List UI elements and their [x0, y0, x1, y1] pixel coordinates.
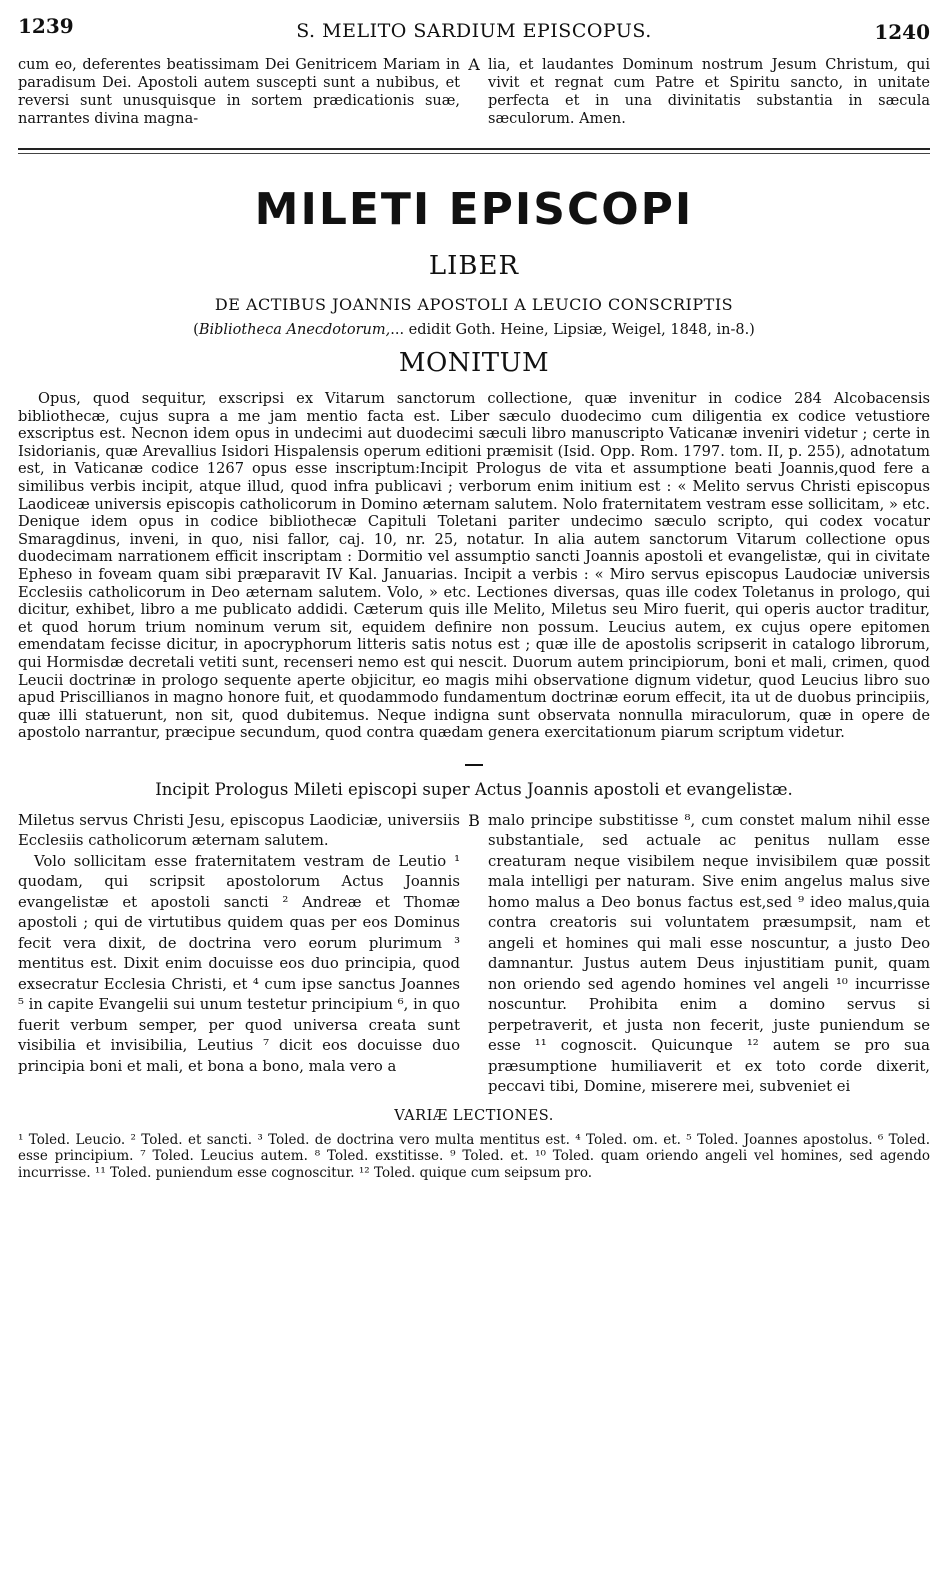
main-title: MILETI EPISCOPI: [254, 184, 694, 235]
running-title: S. MELITO SARDIUM EPISCOPUS.: [296, 20, 652, 42]
section-dash: [465, 764, 483, 766]
variae-heading: VARIÆ LECTIONES.: [394, 1107, 554, 1124]
body-columns: [18, 811, 930, 1098]
bib-open: (: [193, 322, 199, 338]
monitum-paragraph: Opus, quod sequitur, exscripsi ex Vitarum sanctorum collectione, quæ invenitur in codice 284 Alcobacensis bibliothecæ, cujus supra a me jam mentio facta est. Liber sæculo duodecimo cum diligentia ex codice vetustiore exscriptus est. Necnon idem opus in undecimi aut duodecimi sæculi libro manuscripto Vaticanæ inveniri videtur ; certe in Isidorianis, quæ Arevallius Isidori Hispalensis operum editioni præmisit (Isid. Opp. Rom. 1797. tom. II, p. 255), adnotatum est, in Vaticanæ codice 1267 opus esse inscriptum:Incipit Prologus de vita et assumptione beati Joannis,quod fere a similibus verbis incipit, atque illud, quod infra publicavi ; verborum enim initium est : « Melito servus Christi episcopus Laodiceæ universis episcopis catholicorum in Domino æternam salutem. Nolo fraternitatem vestram esse sollicitam, » etc. Denique idem opus in codice bibliothecæ Capituli Toletani pariter undecimo sæculo scripto, qui codex vocatur Smaragdinus, inveni, in quo, nisi fallor, caj. 10, nr. 25, notatur. In alia autem sanctorum Vitarum collectione opus duodecimam narrationem efficit inscriptam : Dormitio vel assumptio sancti Joannis apostoli et evangelistæ, qui in civitate Epheso in foveam quam sibi præparavit IV Kal. Januarias. Incipit a verbis : « Miro servus episcopus Laudociæ universis Ecclesiis catholicorum in Deo æternam salutem. Volo, » etc. Lectiones diversas, quas ille codex Toletanus in prologo, qui dicitur, exhibet, libro a me publicato addidi. Cæterum quis ille Melito, Miletus seu Miro fuerit, qui operis auctor traditur, et quod horum trium nominum verum sit, equidem definire non possum. Leucius autem, ex cujus opere epitomen emendatam fecisse dicitur, in apocryphorum litteris satis notus est ; quæ ille de apostolis scripserit in catalogo librorum, qui Hormisdæ decretali vetiti sunt, recenseri nemo est qui nescit. Duorum autem principiorum, boni et mali, crimen, quod Leucii doctrinæ in prologo sequente aperte objicitur, eo magis mihi observatione dignum videtur, quod Leucius libro suo apud Priscillianos in magno honore fuit, et quodammodo fundamentum doctrinæ eorum effecit, ita ut de duobus principiis, quæ illi statuerunt, non sit, quod dubitemus. Neque indigna sunt observata nonnulla miraculorum, quæ in opere de apostolo narrantur, præcipue secundum, quod contra quædam genera exercitationum piarum scriptum videtur.: [18, 390, 930, 742]
top-columns: [18, 56, 930, 128]
bibliographic-note: [18, 322, 930, 338]
divider-rule-thin: [18, 153, 930, 154]
incipit-heading: Incipit Prologus Mileti episcopi super Actus Joannis apostoli et evangelistæ.: [155, 779, 793, 799]
bib-rest: ... edidit Goth. Heine, Lipsiæ, Weigel, 1848, in-8.): [390, 322, 755, 338]
column-marker-a: A: [468, 55, 480, 74]
body-left-column: [18, 811, 460, 1098]
bib-italic: Bibliotheca Anecdotorum,: [198, 322, 391, 338]
page-number-right: 1240: [874, 20, 930, 44]
body-right-paragraph: malo principe substitisse ⁸, cum constet malum nihil esse substantiale, sed actuale ac penitus nullam esse creaturam neque visibilem neque invisibilem quæ possit mala intelligi per naturam. Sive enim angelus malus sive homo malus a Deo bonus factus est,sed ⁹ ideo malus,quia contra creatoris sui voluntatem præsumpsit, nam et angeli et homines qui mali esse noscuntur, a justo Deo damnantur. Justus autem Deus injustitiam punit, quam non oriendo sed agendo homines vel angeli ¹⁰ incurrisse noscuntur. Prohibita enim a domino servus si perpetraverit, et justa non fecerit, juste puniendum se esse ¹¹ cognoscit. Quicunque ¹² autem se pro sua præsumptione humiliaverit et ex toto corde dixerit, peccavi tibi, Domine, miserere mei, subveniet ei: [488, 811, 930, 1096]
divider-rule: [18, 148, 930, 150]
variae-notes: ¹ Toled. Leucio. ² Toled. et sancti. ³ Toled. de doctrina vero multa mentitus est. ⁴ Toled. om. et. ⁵ Toled. Joannes apostolus. ⁶ Toled. esse principium. ⁷ Toled. Leucius autem. ⁸ Toled. exstitisse. ⁹ Toled. et. ¹⁰ Toled. quam oriendo angeli vel homines, sed agendo incurrisse. ¹¹ Toled. puniendum esse cognoscitur. ¹² Toled. quique cum seipsum pro.: [18, 1131, 930, 1181]
top-right-column: lia, et laudantes Dominum nostrum Jesum Christum, qui vivit et regnat cum Patre et Spiritu sancto, in unitate perfecta et in una divinitatis substantia in sæcula sæculorum. Amen.: [488, 57, 930, 127]
subtitle: DE ACTIBUS JOANNIS APOSTOLI A LEUCIO CONSCRIPTIS: [214, 295, 734, 314]
page-number-left: 1239: [18, 14, 74, 38]
running-header: [18, 14, 930, 44]
body-left-paragraph-2: Volo sollicitam esse fraternitatem vestram de Leutio ¹ quodam, qui scripsit apostolorum Actus Joannis evangelistæ et apostoli sancti ² Andreæ et Thomæ apostoli ; qui de virtutibus quidem quas per eos Dominus fecit vera dixit, de doctrina vero eorum plurimum ³ mentitus est. Dixit enim docuisse eos duo principia, quod exsecratur Ecclesia Christi, et ⁴ cum ipse sanctus Joannes ⁵ in capite Evangelii sui unum testetur principium ⁶, in quo fuerit verbum semper, per quod universa creata sunt visibilia et invisibilia, Leutius ⁷ dicit eos docuisse duo principia boni et mali, et bona a bono, mala vero a: [18, 852, 460, 1075]
page: [18, 14, 930, 1181]
column-marker-b: B: [468, 810, 480, 830]
body-left-paragraph-1: Miletus servus Christi Jesu, episcopus Laodiciæ, universiis Ecclesiis catholicorum æternam salutem.: [18, 811, 460, 850]
liber-heading: LIBER: [428, 251, 520, 281]
monitum-heading: MONITUM: [398, 348, 550, 378]
body-right-column: [488, 811, 930, 1098]
top-left-column: cum eo, deferentes beatissimam Dei Genitricem Mariam in paradisum Dei. Apostoli autem suscepti sunt a nubibus, et reversi sunt unusquisque in sortem prædicationis suæ, narrantes divina magna-: [18, 57, 460, 127]
